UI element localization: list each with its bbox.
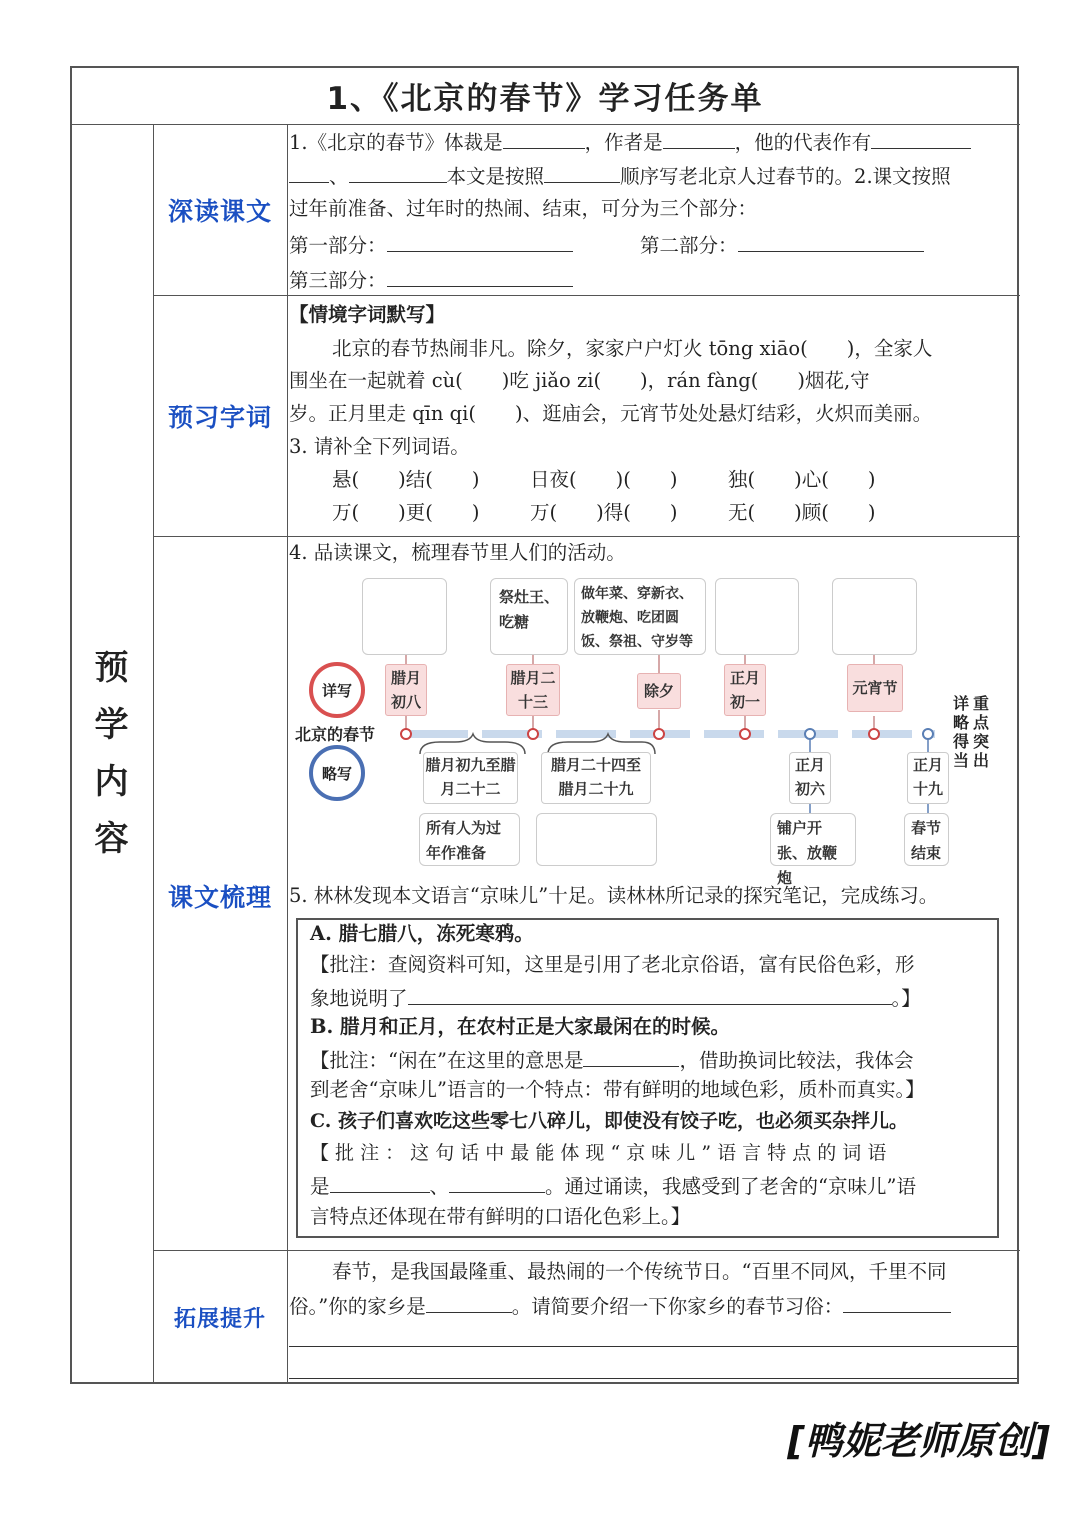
- text: 第二部分：: [640, 234, 738, 257]
- blank[interactable]: [843, 1292, 951, 1313]
- blue-date: 正月初六: [789, 752, 831, 804]
- answer-line[interactable]: [289, 1378, 1017, 1379]
- word-item: 独( )心( ): [728, 468, 876, 491]
- yuxi-line2: 围坐在一起就着 cù( )吃 jiǎo zi( )，rán fàng( )烟花,守: [289, 369, 870, 392]
- yuxi-line3: 岁。正月里走 qīn qi( )、逛庙会，元宵节处处悬灯结彩，火炽而美丽。: [289, 402, 933, 425]
- xiangxie-label: 详写: [321, 682, 352, 700]
- note-a-line2: [310, 984, 921, 1012]
- pink-date: 正月初一: [724, 664, 766, 716]
- word-item: 万( )得( ): [530, 501, 678, 524]
- text: ，作者是: [584, 131, 663, 154]
- note-c-line3: 言特点还体现在带有鲜明的口语化色彩上。】: [310, 1205, 691, 1228]
- kedu-part1: [289, 231, 573, 259]
- text: 、: [429, 1175, 450, 1198]
- pink-date: 元宵节: [847, 664, 903, 712]
- blue-date: 正月十九: [907, 752, 949, 804]
- word-item: 无( )顾( ): [728, 501, 876, 524]
- text: 。通过诵读，我感受到了老舍的“京味儿”语: [545, 1175, 916, 1198]
- note-b-line1: [310, 1046, 913, 1074]
- blank[interactable]: [387, 231, 573, 252]
- watermark: [鸭妮老师原创]: [787, 1419, 1050, 1463]
- top-box: 祭灶王、吃糖: [490, 578, 568, 655]
- top-box: 做年菜、穿新衣、放鞭炮、吃团圆饭、祭祖、守岁等: [574, 578, 706, 655]
- shuli-q4: 4. 品读课文，梳理春节里人们的活动。: [289, 541, 626, 564]
- word-item: 悬( )结( ): [332, 468, 480, 491]
- yuxi-heading: 【情境字词默写】: [289, 303, 446, 326]
- yuxi-line4: 3. 请补全下列词语。: [289, 435, 470, 458]
- side-text-right: 重点突出: [973, 694, 990, 770]
- section-kedu: 深读课文: [167, 196, 272, 226]
- blank[interactable]: [871, 128, 971, 149]
- top-box-blank[interactable]: [832, 578, 917, 655]
- blank[interactable]: [449, 1172, 545, 1193]
- text: 。请简要介绍一下你家乡的春节习俗：: [511, 1295, 844, 1318]
- text: 第一部分：: [289, 234, 387, 257]
- pink-date: 腊月二十三: [506, 664, 560, 716]
- kedu-part3: [289, 266, 573, 294]
- note-b-line2: 到老舍“京味儿”语言的一个特点：带有鲜明的地域色彩，质朴而真实。】: [310, 1078, 925, 1101]
- blank[interactable]: [663, 128, 735, 149]
- note-c-line1: 【 批 注 ： 这 句 话 中 最 能 体 现 “ 京 味 儿 ” 语 言 特 点 的 词 语: [310, 1142, 887, 1164]
- text: 是: [310, 1175, 330, 1198]
- kedu-line1: [289, 128, 971, 156]
- text: 【批注：“闲在”在这里的意思是: [310, 1049, 584, 1072]
- word-item: 万( )更( ): [332, 501, 480, 524]
- tuozhan-line2: [289, 1292, 951, 1320]
- text: 1.《北京的春节》体裁是: [289, 131, 503, 154]
- section-yuxi: 预习字词: [167, 402, 272, 432]
- bottom-box: 铺户开张、放鞭炮: [770, 813, 856, 866]
- top-box-blank[interactable]: [362, 578, 447, 655]
- kedu-part2: [640, 231, 924, 259]
- yuxue-text: 预学内容: [94, 648, 129, 859]
- blank[interactable]: [349, 162, 447, 183]
- word-item: 日夜( )( ): [530, 468, 678, 491]
- yuxue-label: [70, 640, 153, 868]
- blue-date: 腊月初九至腊月二十二: [423, 752, 518, 804]
- text: 俗。”你的家乡是: [289, 1295, 426, 1318]
- text: ，他的代表作有: [734, 131, 872, 154]
- kedu-line3: 过年前准备、过年时的热闹、结束，可分为三个部分：: [289, 197, 758, 220]
- section-tuozhan: 拓展提升: [173, 1306, 266, 1332]
- note-a-line1: 【批注：查阅资料可知，这里是引用了老北京俗语，富有民俗色彩，形: [310, 953, 915, 976]
- divider: [153, 536, 1020, 537]
- bottom-box: 春节结束: [904, 813, 949, 866]
- note-a-title: A. 腊七腊八，冻死寒鸦。: [310, 922, 534, 945]
- text: 本文是按照: [446, 165, 545, 188]
- blue-date: 腊月二十四至腊月二十九: [541, 752, 651, 804]
- blank[interactable]: [408, 984, 892, 1005]
- blank[interactable]: [330, 1172, 430, 1193]
- blank[interactable]: [289, 162, 329, 183]
- text: 第三部分：: [289, 269, 387, 292]
- page-title: 1、《北京的春节》学习任务单: [326, 80, 764, 117]
- answer-line[interactable]: [289, 1346, 1017, 1347]
- divider: [287, 124, 288, 1384]
- pink-date: 腊月初八: [385, 664, 427, 716]
- text: 顺序写老北京人过春节的。2.课文按照: [620, 165, 951, 188]
- section-shuli: 课文梳理: [167, 883, 272, 912]
- blank[interactable]: [426, 1292, 512, 1313]
- bottom-box: 所有人为过年作准备: [419, 813, 520, 866]
- kedu-line2: [289, 162, 951, 190]
- pink-date: 除夕: [637, 673, 681, 709]
- note-c-title: C. 孩子们喜欢吃这些零七八碎儿，即使没有饺子吃，也必须买杂拌儿。: [310, 1110, 909, 1132]
- luexie-label: 略写: [321, 765, 352, 783]
- note-c-line2: [310, 1172, 916, 1200]
- bottom-box-blank[interactable]: [536, 813, 657, 866]
- blank[interactable]: [738, 231, 924, 252]
- top-box-blank[interactable]: [715, 578, 799, 655]
- shuli-q5: 5. 林林发现本文语言“京味儿”十足。读林林所记录的探究笔记，完成练习。: [289, 884, 939, 907]
- tuozhan-line1: 春节，是我国最隆重、最热闹的一个传统节日。“百里不同风，千里不同: [332, 1260, 947, 1283]
- blank[interactable]: [583, 1046, 679, 1067]
- blank[interactable]: [387, 266, 573, 287]
- text: 、: [329, 165, 349, 188]
- blank[interactable]: [503, 128, 585, 149]
- text: ，借助换词比较法，我体会: [679, 1049, 914, 1072]
- note-b-title: B. 腊月和正月，在农村正是大家最闲在的时候。: [310, 1015, 731, 1038]
- side-text-left: 详略得当: [953, 694, 970, 770]
- beijing-label: 北京的春节: [295, 725, 376, 744]
- yuxi-line1: 北京的春节热闹非凡。除夕，家家户户灯火 tōng xiāo( )，全家人: [332, 337, 933, 360]
- blank[interactable]: [544, 162, 620, 183]
- text: 。】: [891, 987, 921, 1010]
- text: 象地说明了: [310, 987, 408, 1010]
